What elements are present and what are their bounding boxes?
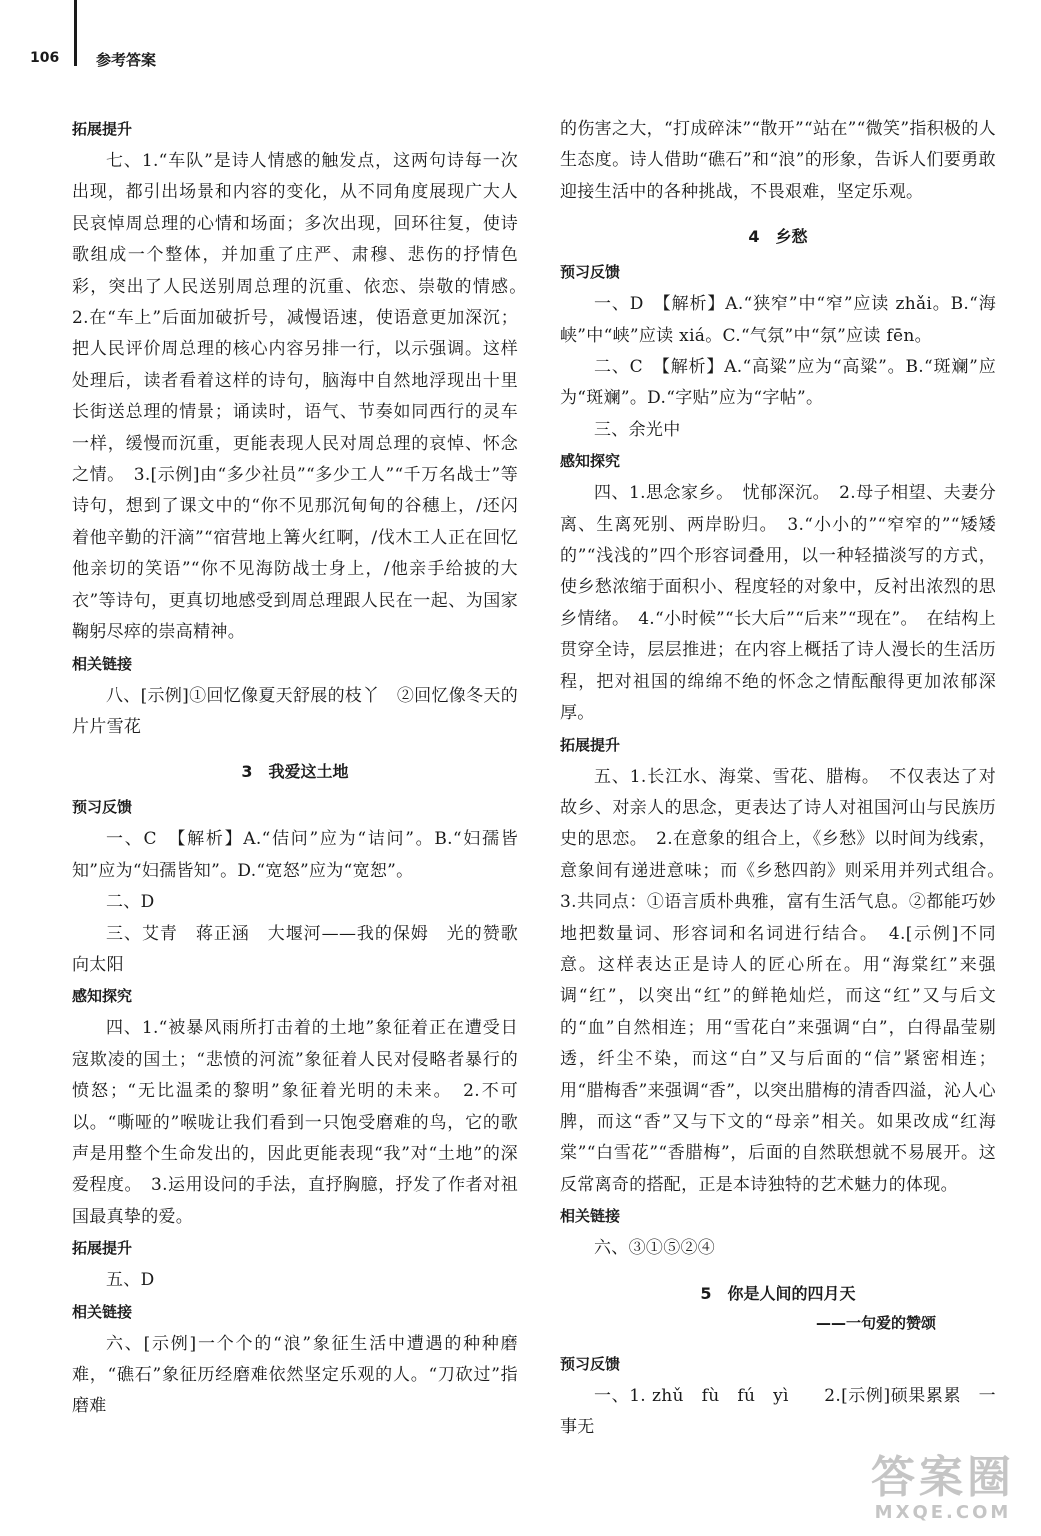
answer-paragraph: 一、1. zhǔ fù fú yì 2.[示例]硕果累累 一事无 <box>560 1385 996 1437</box>
page-number: 106 <box>30 50 60 66</box>
answer-paragraph: 六、③①⑤②④ <box>594 1238 716 1259</box>
answer-paragraph: 一、C 【解析】A.“佶问”应为“诘问”。B.“妇孺皆知”应为“妇孺皆知”。D.“宽怒”应为“宽恕”。 <box>72 829 518 881</box>
answer-paragraph: 三、艾青 蒋正涵 大堰河——我的保姆 光的赞歌 向太阳 <box>72 923 536 975</box>
answer-paragraph: 八、[示例]①回忆像夏天舒展的枝丫 ②回忆像冬天的片片雪花 <box>72 685 518 737</box>
lesson-title: 3 我爱这土地 <box>241 762 349 782</box>
section-heading: 感知探究 <box>560 452 621 471</box>
header-title: 参考答案 <box>96 51 157 69</box>
header-divider <box>74 0 77 66</box>
answer-paragraph: 四、1.“被暴风雨所打击着的土地”象征着正在遭受日寇欺凌的国土；“悲愤的河流”象征着人民对侵略者暴行的愤怒；“无比温柔的黎明”象征着光明的未来。 2.不可以。“嘶哑的”喉咙让我们看到一只饱受磨难的鸟，它的歌声是用整个生命发出的，因此更能表现“我”对“土地”的深爱程度。 3.运用设问的手法，直抒胸臆，抒发了作者对祖国最真挚的爱。 <box>72 1018 518 1227</box>
section-heading: 相关链接 <box>72 654 133 673</box>
right-column <box>560 114 1014 1443</box>
answer-paragraph: 六、[示例]一个个的“浪”象征生活中遭遇的种种磨难，“礁石”象征历经磨难依然坚定乐观的人。“刀砍过”指磨难 <box>72 1333 518 1417</box>
section-heading: 预习反馈 <box>560 1354 621 1373</box>
lesson-subtitle: ——一句爱的赞颂 <box>815 1313 936 1332</box>
left-column <box>72 114 536 1423</box>
section-heading: 预习反馈 <box>72 798 133 817</box>
section-heading: 感知探究 <box>72 987 133 1006</box>
answer-paragraph: 一、D 【解析】A.“狭窄”中“窄”应读 zhǎi。B.“海峡”中“峡”应读 xiá。C.“气氛”中“氛”应读 fēn。 <box>560 294 996 346</box>
section-heading: 拓展提升 <box>72 120 133 138</box>
section-heading: 预习反馈 <box>560 263 621 282</box>
answer-paragraph: 二、C 【解析】A.“高粱”应为“高粱”。B.“斑斓”应为“斑斓”。D.“字贴”应为“字帖”。 <box>560 357 996 409</box>
watermark <box>853 1454 1033 1534</box>
watermark-url: MXQE.COM <box>874 1502 1012 1523</box>
answer-paragraph: 的伤害之大，“打成碎沫”“散开”“站在”“微笑”指积极的人生态度。诗人借助“礁石”和“浪”的形象，告诉人们要勇敢迎接生活中的各种挑战，不畏艰难，坚定乐观。 <box>560 119 996 202</box>
section-heading: 相关链接 <box>560 1207 621 1226</box>
section-heading: 拓展提升 <box>72 1239 133 1258</box>
page-header <box>0 0 1041 80</box>
answer-paragraph: 二、D <box>106 892 155 913</box>
section-heading: 拓展提升 <box>560 735 621 754</box>
answer-paragraph: 七、1.“车队”是诗人情感的触发点，这两句诗每一次出现，都引出场景和内容的变化，从不同角度展现广大人民哀悼周总理的心情和场面；多次出现，回环往复，使诗歌组成一个整体，并加重了庄严、肃穆、悲伤的抒情色彩，突出了人民送别周总理的沉重、依恋、崇敬的情感。 2.在“车上”后面加破折号，减慢语速，使语意更加深沉；把人民评价周总理的核心内容另排一行，以示强调。这样处理后，读者看着这样的诗句，脑海中自然地浮现出十里长街送总理的情景；诵读时，语气、节奏如同西行的灵车一样，缓慢而沉重，更能表现人民对周总理的哀悼、怀念之情。 3.[示例]由“多少社员”“多少工人”“千万名战士”等诗句，想到了课文中的“你不见那沉甸甸的谷穗上，/还闪着他辛勤的汗滴”“宿营地上篝火红啊，/伐木工人正在回忆他亲切的笑语”“你不见海防战士身上，/他亲手给披的大衣”等诗句，更真切地感受到周总理跟人民在一起、为国家鞠躬尽瘁的崇高精神。 <box>72 151 536 643</box>
answer-paragraph: 四、1.思念家乡。 忧郁深沉。 2.母子相望、夫妻分离、生离死别、两岸盼归。 3.“小小的”“窄窄的”“矮矮的”“浅浅的”四个形容词叠用，以一种轻描淡写的方式，使乡愁浓缩于面积小、程度轻的对象中，反衬出浓烈的思乡情绪。 4.“小时候”“长大后”“后来”“现在”。 在结构上贯穿全诗，层层推进；在内容上概括了诗人漫长的生活历程，把对祖国的绵绵不绝的怀念之情酝酿得更加浓郁深厚。 <box>560 483 996 724</box>
watermark-logo-text: 答案圈 <box>871 1452 1015 1503</box>
answer-paragraph: 三、余光中 <box>594 419 681 440</box>
answer-paragraph: 五、D <box>106 1270 155 1291</box>
lesson-title: 4 乡愁 <box>748 227 808 247</box>
answer-paragraph: 五、1.长江水、海棠、雪花、腊梅。 不仅表达了对故乡、对亲人的思念，更表达了诗人对祖国河山与民族历史的思恋。 2.在意象的组合上，《乡愁》以时间为线索，意象间有递进意味；而《乡愁四韵》则采用并列式组合。 3.共同点：①语言质朴典雅，富有生活气息。②都能巧妙地把数量词、形容词和名词进行结合。 4.[示例]不同意。这样表达正是诗人的匠心所在。用“海棠红”来强调“红”，以突出“红”的鲜艳灿烂，而这“红”又与后文的“血”自然相连；用“雪花白”来强调“白”，白得晶莹剔透，纤尘不染，而这“白”又与后面的“信”紧密相连；用“腊梅香”来强调“香”，以突出腊梅的清香四溢，沁人心脾，而这“香”又与下文的“母亲”相关。如果改成“红海棠”“白雪花”“香腊梅”，后面的自然联想就不易展开。这反常离奇的搭配，正是本诗独特的艺术魅力的体现。 <box>560 766 1014 1195</box>
section-heading: 相关链接 <box>72 1302 133 1321</box>
lesson-title: 5 你是人间的四月天 <box>700 1283 856 1303</box>
